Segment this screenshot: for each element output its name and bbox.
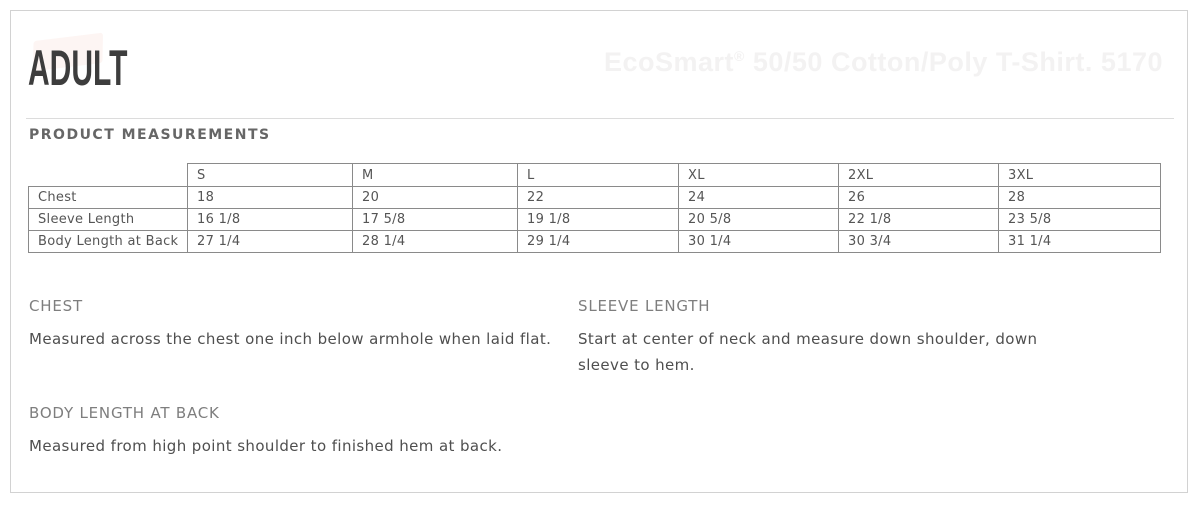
size-col-header: 3XL xyxy=(999,164,1161,187)
measurement-cell: 20 xyxy=(353,187,518,209)
product-name: 50/50 Cotton/Poly T-Shirt. 5170 xyxy=(744,47,1163,77)
product-watermark-title xyxy=(604,47,1163,78)
size-col-header: L xyxy=(518,164,679,187)
registered-mark: ® xyxy=(734,48,745,64)
measurement-cell: 28 xyxy=(999,187,1161,209)
measurement-cell: 30 3/4 xyxy=(839,231,999,253)
measurement-cell: 28 1/4 xyxy=(353,231,518,253)
table-corner-cell xyxy=(29,164,188,187)
definition-sleeve-length xyxy=(578,297,1093,378)
size-col-header: M xyxy=(353,164,518,187)
table-row-body-length-at-back xyxy=(29,231,1161,253)
measurement-cell: 24 xyxy=(679,187,839,209)
definition-sleeve-heading: SLEEVE LENGTH xyxy=(578,297,711,315)
measurement-cell: 22 xyxy=(518,187,679,209)
measurement-cell: 26 xyxy=(839,187,999,209)
section-label: PRODUCT MEASUREMENTS xyxy=(29,127,271,143)
measurement-cell: 19 1/8 xyxy=(518,209,679,231)
measurement-cell: 22 1/8 xyxy=(839,209,999,231)
row-label: Body Length at Back xyxy=(29,231,188,253)
definition-chest xyxy=(29,297,564,352)
measurement-cell: 23 5/8 xyxy=(999,209,1161,231)
table-row-chest xyxy=(29,187,1161,209)
spec-sheet-frame xyxy=(10,10,1188,493)
row-label: Chest xyxy=(29,187,188,209)
measurement-cell: 30 1/4 xyxy=(679,231,839,253)
measurement-cell: 18 xyxy=(188,187,353,209)
size-header-row xyxy=(29,164,1161,187)
page-title-wrap xyxy=(28,40,128,96)
measurement-cell: 29 1/4 xyxy=(518,231,679,253)
product-brand: EcoSmart xyxy=(603,47,735,77)
definition-body-heading: BODY LENGTH AT BACK xyxy=(29,404,220,422)
table-row-sleeve-length xyxy=(29,209,1161,231)
measurement-cell: 31 1/4 xyxy=(999,231,1161,253)
product-measurements-table xyxy=(28,163,1161,253)
definition-chest-heading: CHEST xyxy=(29,297,83,315)
definition-body-length xyxy=(29,404,564,459)
size-col-header: XL xyxy=(679,164,839,187)
measurement-cell: 20 5/8 xyxy=(679,209,839,231)
row-label: Sleeve Length xyxy=(29,209,188,231)
measurement-cell: 27 1/4 xyxy=(188,231,353,253)
header-divider xyxy=(26,118,1174,119)
definition-chest-text: Measured across the chest one inch below armhole when laid flat. xyxy=(29,330,552,348)
size-col-header: 2XL xyxy=(839,164,999,187)
size-col-header: S xyxy=(188,164,353,187)
measurement-cell: 16 1/8 xyxy=(188,209,353,231)
definition-body-text: Measured from high point shoulder to finished hem at back. xyxy=(29,437,503,455)
page-title: ADULT xyxy=(28,40,128,96)
measurement-cell: 17 5/8 xyxy=(353,209,518,231)
definition-sleeve-text: Start at center of neck and measure down shoulder, down sleeve to hem. xyxy=(578,330,1038,374)
